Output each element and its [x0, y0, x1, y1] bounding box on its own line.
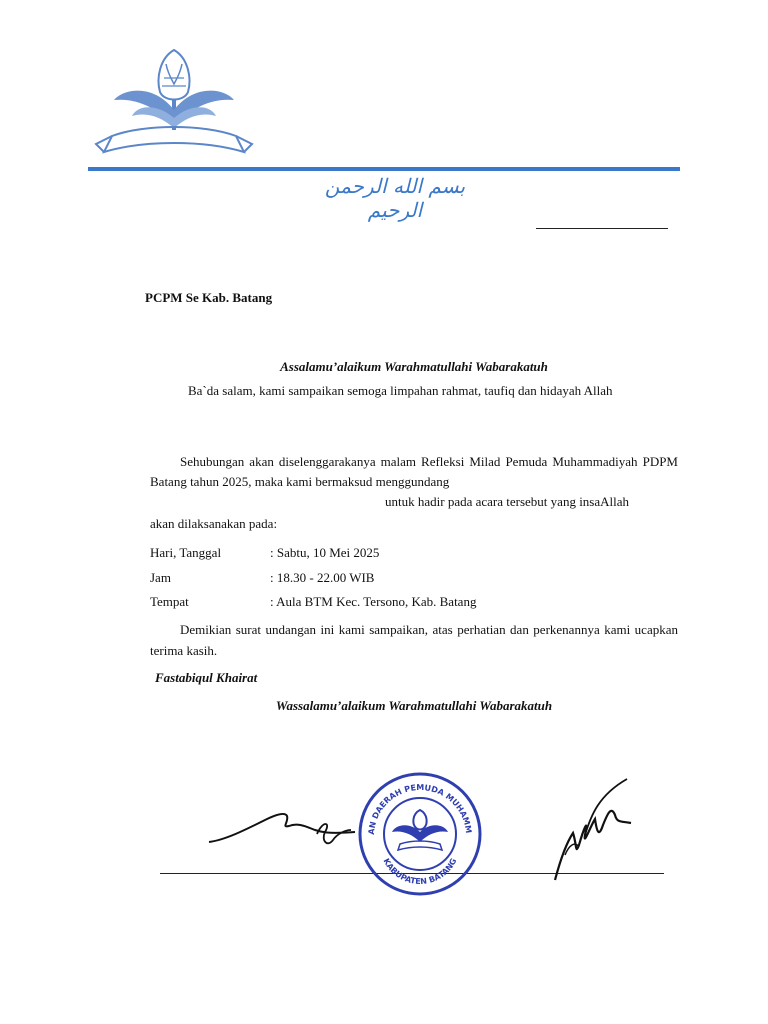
date-line: [536, 228, 668, 229]
detail-row-time: [150, 570, 374, 586]
body-text-part1: Sehubungan akan diselenggarakanya malam Refleksi Milad Pemuda Muhammadiyah PDPM Batang tahun 2025, maka kami bermaksud menggundang: [150, 454, 678, 489]
detail-label: Tempat: [150, 594, 189, 609]
closing-text: Demikian surat undangan ini kami sampaikan, atas perhatian dan perkenannya kami ucapkan terima kasih.: [150, 622, 678, 658]
official-stamp: [356, 770, 484, 898]
stamp-seal-icon: [356, 770, 484, 898]
organization-logo: [94, 44, 254, 168]
stamp-text-bottom: KABUPATEN BATANG: [381, 856, 459, 887]
detail-row-place: [150, 594, 476, 610]
detail-row-date: [150, 545, 379, 561]
detail-value: : 18.30 - 22.00 WIB: [270, 570, 375, 585]
closing-paragraph: [150, 619, 678, 661]
pemuda-muhammadiyah-logo-icon: [94, 44, 254, 168]
motto: Fastabiqul Khairat: [155, 670, 258, 685]
handwritten-signature-icon: [545, 775, 645, 885]
opening-salam: Assalamu’alaikum Warahmatullahi Wabarakatuh: [280, 359, 548, 374]
basmala-calligraphy: بسم الله الرحمن الرحيم: [324, 174, 466, 222]
body-text-part3: akan dilaksanakan pada:: [150, 516, 278, 531]
detail-label: Hari, Tanggal: [150, 545, 222, 560]
greeting: Ba`da salam, kami sampaikan semoga limpahan rahmat, taufiq dan hidayah Allah: [188, 383, 613, 398]
body-paragraph: [150, 452, 678, 492]
detail-label: Jam: [150, 570, 171, 585]
signature-left: [205, 800, 365, 860]
svg-text:KABUPATEN BATANG: [382, 857, 459, 886]
detail-value: : Aula BTM Kec. Tersono, Kab. Batang: [270, 594, 477, 609]
body-text-part2: untuk hadir pada acara tersebut yang insaAllah: [385, 494, 630, 509]
recipient: PCPM Se Kab. Batang: [145, 290, 273, 305]
signature-right: [545, 775, 645, 885]
handwritten-signature-icon: [205, 800, 365, 860]
header-rule: [88, 167, 680, 171]
detail-value: : Sabtu, 10 Mei 2025: [270, 545, 380, 560]
stamp-text-top: AN DAERAH PEMUDA MUHAMM: [366, 782, 474, 836]
closing-salam: Wassalamu’alaikum Warahmatullahi Wabarakatuh: [275, 698, 553, 713]
